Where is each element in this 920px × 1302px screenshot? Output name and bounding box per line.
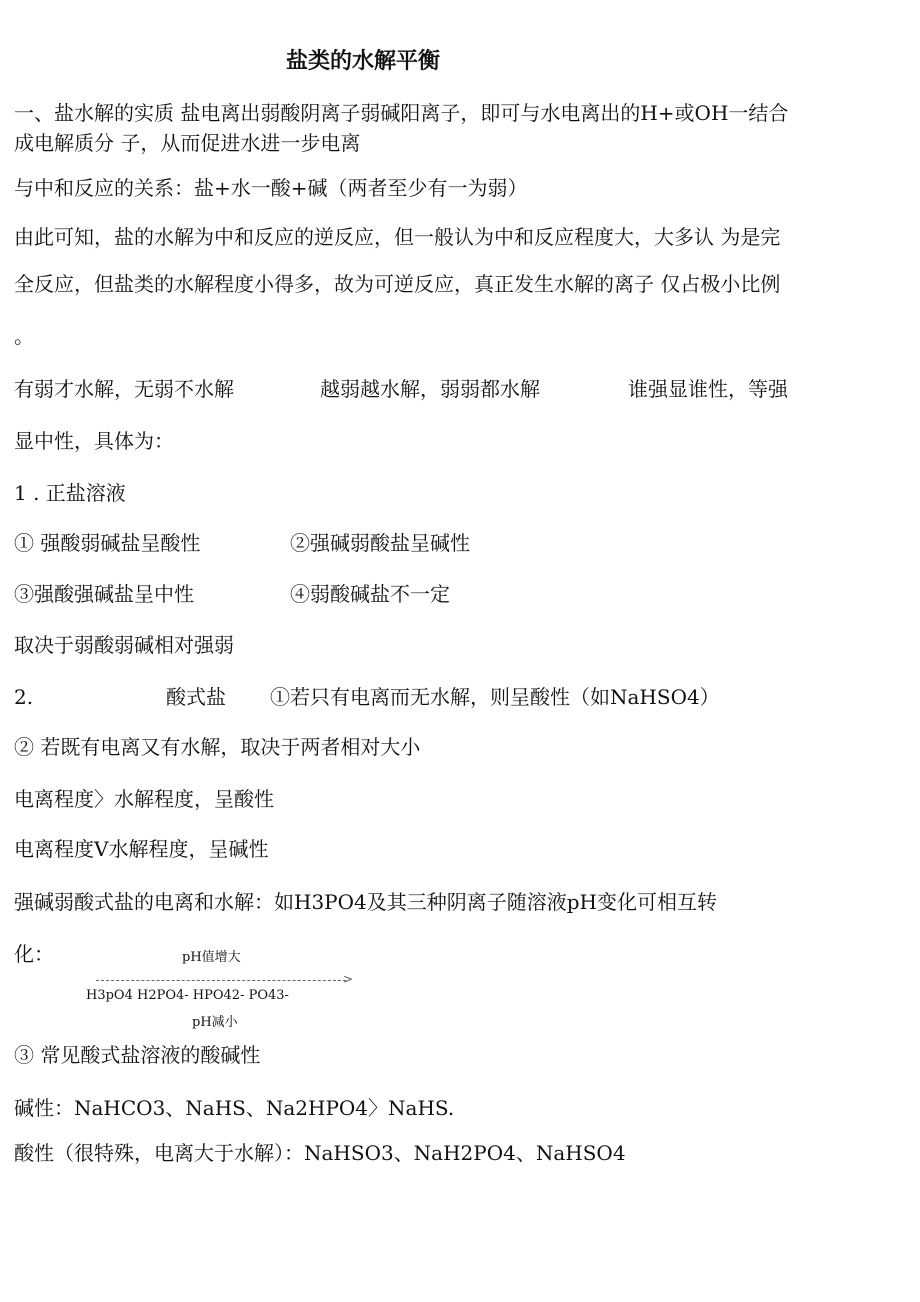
diagram-top-label: pH值增大 (182, 950, 241, 965)
text-line: 有弱才水解，无弱不水解 (14, 377, 234, 401)
text-line: 与中和反应的关系：盐+水一酸+碱（两者至少有一为弱） (14, 176, 528, 200)
arrow-right-icon: > (343, 972, 354, 986)
text-line: 强碱弱酸式盐的电离和水解：如H3PO4及其三种阴离子随溶液pH变化可相互转 (14, 890, 717, 914)
text-line: 越弱越水解，弱弱都水解 (320, 377, 540, 401)
text-line: 由此可知，盐的水解为中和反应的逆反应，但一般认为中和反应程度大，大多认 为是完 (14, 225, 781, 249)
arrow-line (96, 980, 346, 981)
text-line: 。 (14, 324, 34, 348)
text-line: 显中性，具体为： (14, 429, 174, 453)
text-line: ②强碱弱酸盐呈碱性 (290, 531, 470, 555)
acidic-prefix: 酸性（很特殊，电离大于水解）： (14, 1141, 304, 1165)
text-line: ② 若既有电离又有水解，取决于两者相对大小 (14, 735, 421, 759)
text-line: 全反应，但盐类的水解程度小得多，故为可逆反应，真正发生水解的离子 仅占极小比例 (14, 272, 781, 296)
text-line: ①若只有电离而无水解，则呈酸性（如NaHSO4） (270, 685, 720, 709)
diagram-bottom-label: pH减小 (192, 1015, 238, 1030)
text-line: ① 强酸弱碱盐呈酸性 (14, 531, 201, 555)
text-line: 电离程度V水解程度，呈碱性 (14, 837, 269, 861)
acidic-formula: NaHSO3、NaH2PO4、NaHSO4 (304, 1141, 626, 1165)
text-line: 成电解质分 子，从而促进水进一步电离 (14, 131, 361, 155)
text-line: ③ 常见酸式盐溶液的酸碱性 (14, 1043, 261, 1067)
text-line: 化： (14, 942, 54, 966)
text-line: 电离程度〉水解程度，呈酸性 (14, 787, 274, 811)
text-line: 酸式盐 (166, 685, 226, 709)
page-title: 盐类的水解平衡 (286, 48, 441, 74)
acidic-salts-line (14, 1139, 626, 1167)
text-line: 一、盐水解的实质 盐电离出弱酸阴离子弱碱阳离子，即可与水电离出的H+或OH一结合 (14, 101, 789, 125)
text-line: 1 . 正盐溶液 (14, 481, 126, 505)
text-line: ④弱酸碱盐不一定 (290, 582, 450, 606)
diagram-species: H3pO4 H2PO4- HPO42- PO43- (86, 988, 289, 1003)
basic-formula: NaHCO3、NaHS、Na2HPO4〉NaHS. (74, 1096, 455, 1120)
text-line: 2. (14, 685, 34, 709)
text-line: 谁强显谁性，等强 (628, 377, 788, 401)
basic-salts-line (14, 1094, 454, 1122)
basic-prefix: 碱性： (14, 1096, 74, 1120)
text-line: 取决于弱酸弱碱相对强弱 (14, 633, 234, 657)
text-line: ③强酸强碱盐呈中性 (14, 582, 194, 606)
